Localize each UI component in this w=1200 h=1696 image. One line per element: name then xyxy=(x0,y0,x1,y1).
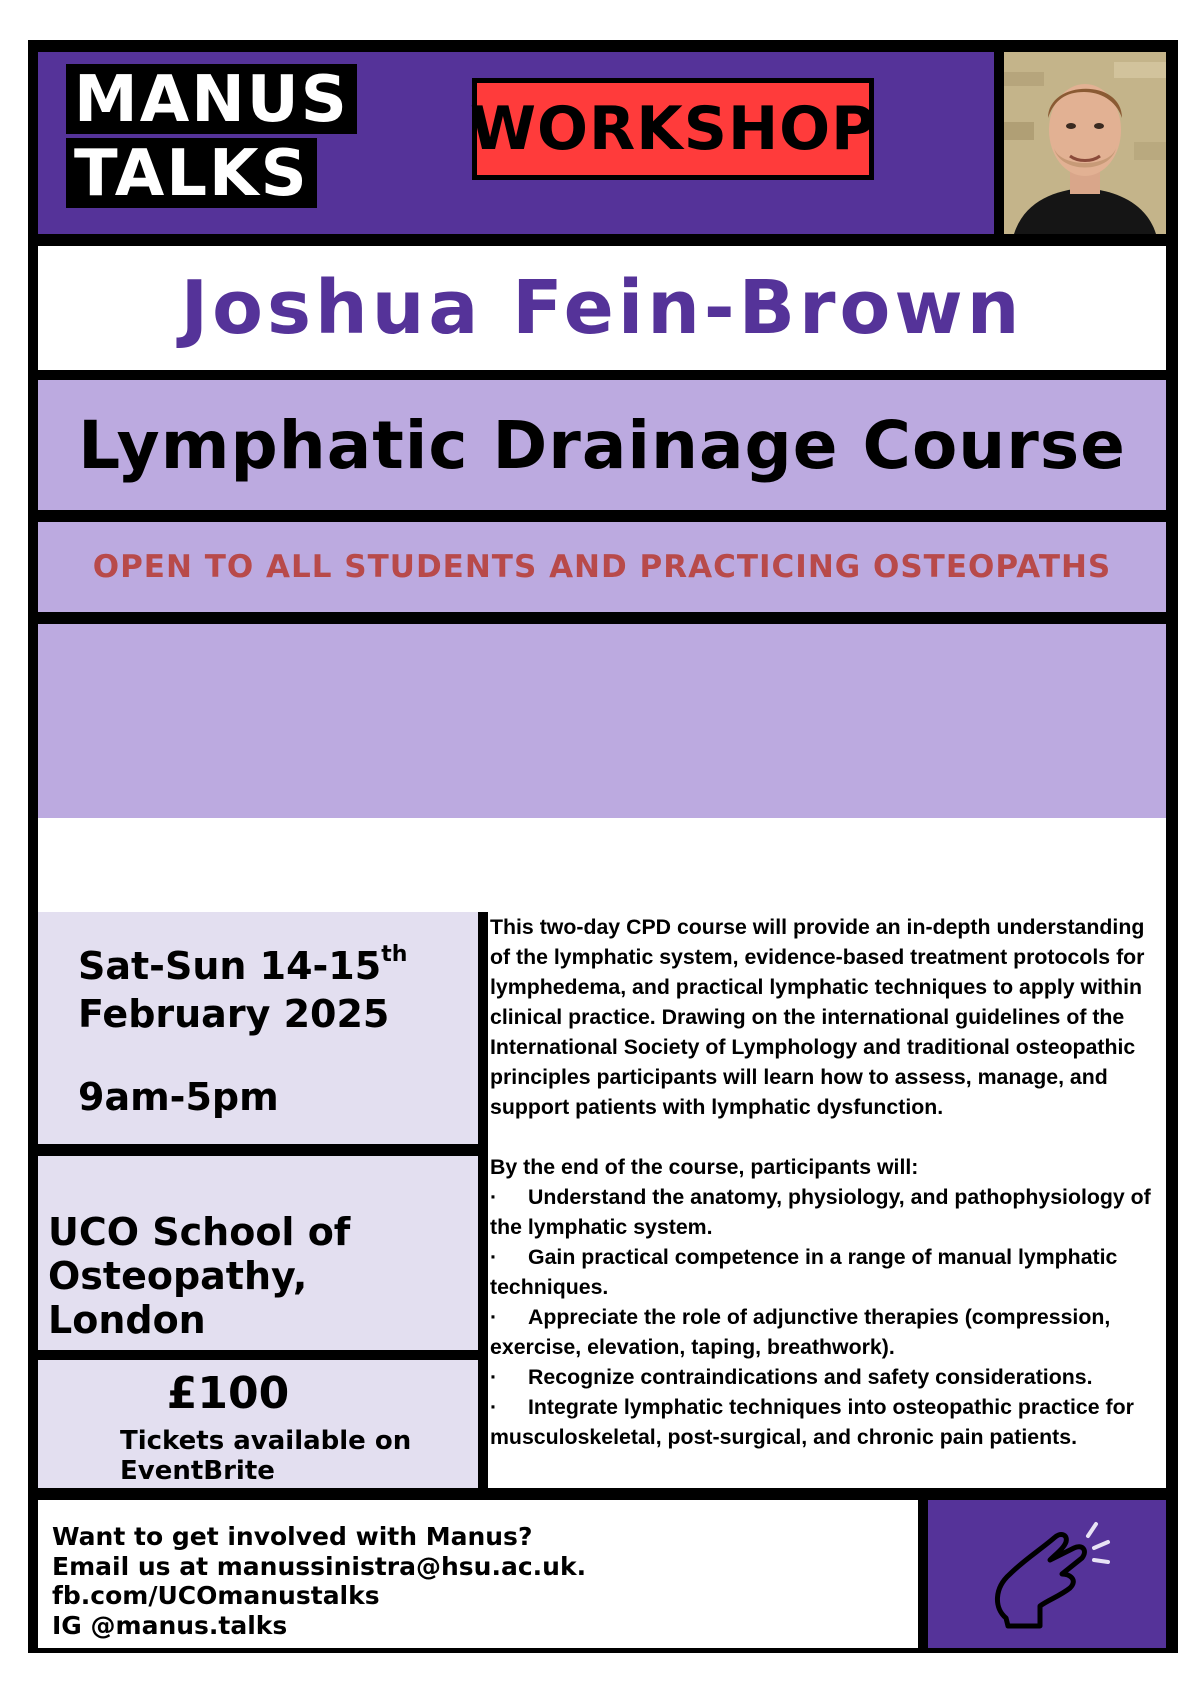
snapping-hand-icon xyxy=(928,1500,1166,1648)
outcome-item: · Recognize contraindications and safety considerations. xyxy=(490,1362,1164,1392)
event-date-ordinal: th xyxy=(381,942,408,967)
tickets-line-2: EventBrite xyxy=(120,1456,275,1486)
event-date-days: Sat-Sun 14-15 xyxy=(78,944,382,988)
outcome-item: · Gain practical competence in a range of manual lymphatic techniques. xyxy=(490,1242,1164,1302)
event-date-month: February 2025 xyxy=(78,992,390,1036)
speaker-portrait-image xyxy=(1004,52,1166,234)
outcome-item: · Understand the anatomy, physiology, and pathophysiology of the lymphatic system. xyxy=(490,1182,1164,1242)
bullet: · xyxy=(490,1305,498,1329)
bullet: · xyxy=(490,1365,498,1389)
outcome-item: · Integrate lymphatic techniques into osteopathic practice for musculoskeletal, post-surgical, and chronic pain patients. xyxy=(490,1392,1164,1452)
bullet: · xyxy=(490,1185,498,1209)
event-time: 9am-5pm xyxy=(78,1075,279,1119)
date-time-box xyxy=(38,912,478,1144)
venue-line-1: UCO School of xyxy=(48,1210,351,1254)
event-date xyxy=(78,942,407,1038)
contact-box xyxy=(38,1500,918,1648)
price-box xyxy=(38,1360,478,1488)
speaker-name: Joshua Fein-Brown xyxy=(180,265,1024,351)
contact-facebook: fb.com/UCOmanustalks xyxy=(52,1581,380,1610)
audience-band xyxy=(38,522,1166,612)
contact-instagram: IG @manus.talks xyxy=(52,1610,288,1640)
speaker-photo xyxy=(1004,52,1166,234)
course-description-box xyxy=(488,912,1166,1488)
logo-line-1: MANUS xyxy=(66,64,357,134)
contact-line-1: Want to get involved with Manus? xyxy=(52,1522,533,1551)
speaker-name-band xyxy=(38,246,1166,370)
tickets-info xyxy=(120,1426,411,1486)
hand-logo-box xyxy=(928,1500,1166,1648)
lavender-spacer xyxy=(38,624,1166,818)
outcome-item: · Appreciate the role of adjunctive therapies (compression, exercise, elevation, taping, breathwork). xyxy=(490,1302,1164,1362)
audience-text: OPEN TO ALL STUDENTS AND PRACTICING OSTEOPATHS xyxy=(92,549,1112,585)
white-spacer xyxy=(38,818,1166,912)
bullet: · xyxy=(490,1245,498,1269)
contact-info xyxy=(52,1522,586,1640)
course-title: Lymphatic Drainage Course xyxy=(78,406,1126,484)
course-description xyxy=(490,912,1164,1452)
course-title-band xyxy=(38,380,1166,510)
venue-box xyxy=(38,1156,478,1350)
venue-name xyxy=(48,1210,478,1342)
ticket-price: £100 xyxy=(166,1368,290,1419)
venue-line-2: Osteopathy, London xyxy=(48,1254,308,1342)
bullet: · xyxy=(490,1395,498,1419)
logo-line-2: TALKS xyxy=(66,138,317,208)
workshop-badge: WORKSHOP xyxy=(472,78,874,180)
tickets-line-1: Tickets available on xyxy=(120,1426,412,1456)
description-intro: This two-day CPD course will provide an in-depth understanding of the lymphatic system, evidence-based treatment protocols for lymphedema, and practical lymphatic techniques to apply within clinical practice. Drawing on the international guidelines of the International Society of Lymphology and traditional osteopathic principles participants will learn how to assess, manage, and support patients with lymphatic dysfunction. xyxy=(490,915,1145,1119)
outcomes-heading: By the end of the course, participants will: xyxy=(490,1155,919,1179)
contact-email: Email us at manussinistra@hsu.ac.uk. xyxy=(52,1551,587,1581)
